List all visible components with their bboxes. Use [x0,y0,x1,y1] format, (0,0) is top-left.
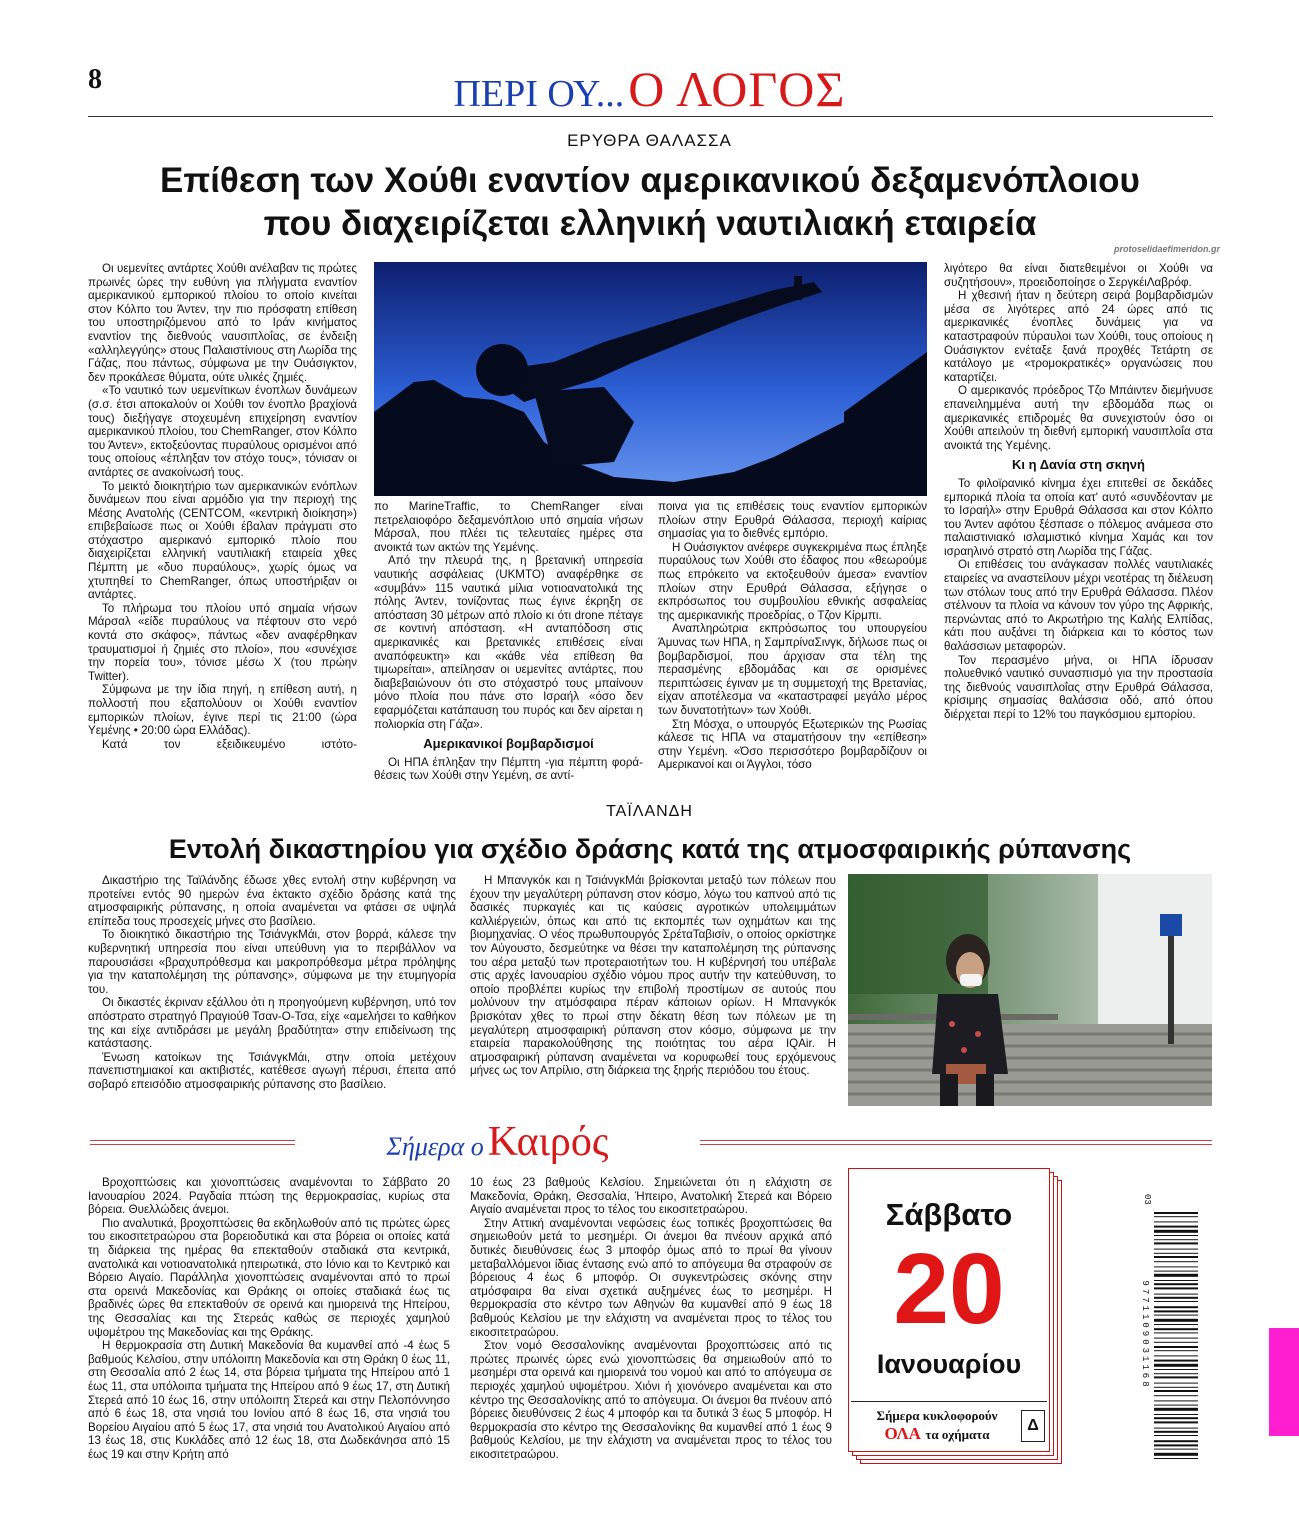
calendar-footer [851,1401,1047,1448]
barcode-bar [1154,1428,1198,1429]
barcode-bar [1154,1319,1198,1322]
barcode-bar [1154,1280,1198,1281]
calendar-footer-line2 [855,1424,1019,1444]
article1-kicker: ΕΡΥΘΡΑ ΘΑΛΑΣΣΑ [567,131,732,150]
paragraph: Στην Αττική αναμένονται νεφώσεις έως τοπικές βροχοπτώσεις θα σημειωθούν μετά το μεσημέρι. Οι άνεμοι θα πνέουν αρχικά από δυτικές διευθύνσεις έως 3 μποφόρ όμως από το πρωί θα γίνουν μεταβαλλόμενοι ίδιας έντασης ενώ από το απόγευμα θα στραφούν σε βόρειους 4 έως 6 μποφόρ. Οι συγκεντρώσεις σκόνης στην ατμόσφαιρα θα είναι σχετικά αυξημένες έως το μεσημέρι. Η θερμοκρασία στο κέντρο των Αθηνών θα κυμανθεί από 9 έως 18 βαθμούς Κελσίου με την ελάχιστη να αναμένεται προς το τέλος του εικοσιτετραώρου. [470,1216,832,1339]
page-number: 8 [88,64,102,95]
barcode-bar [1154,1274,1198,1277]
barcode-bar [1154,1242,1198,1244]
barcode-bar [1154,1417,1198,1419]
barcode-bar [1154,1390,1198,1392]
paragraph: «Το ναυτικό των υεμενίτικων ένοπλων δυνάμεων (σ.σ. έτσι αποκαλούν οι Χούθι τον ένοπλο βραχίονά τους) διεξήγαγε στοχευμένη επιχείρηση εναντίον αμερικανικού πλοίου, του ChemRanger, στον Κόλπο του Άντεν», εκτοξεύοντας πυραύλους ορισμένοι από τους οποίους «έπληξαν τον στόχο τους», τόνισαν οι αντάρτες σε ανακοίνωσή τους. [88,384,357,479]
weather-title [300,1118,695,1166]
weather-col1 [88,1176,450,1460]
subhead-denmark: Κι η Δανία στη σκηνή [1012,457,1145,473]
barcode-bar [1154,1287,1198,1289]
woman-mask-image [848,874,1212,1106]
barcode-bar [1154,1414,1198,1415]
barcode-bar [1154,1444,1198,1446]
photo-woman-mask [848,874,1212,1106]
barcode-bar [1154,1310,1198,1312]
paragraph: Οι υεμενίτες αντάρτες Χούθι ανέλαβαν τις πρώτες πρωινές ώρες την ευθύνη για πλήγματα εναντίον αμερικανικού εμπορικού πλοίου το οποίο κινείται στον Κόλπο του Άντεν, την πιο πρόσφατη επίθεση του υποστηριζόμενου από το Ιράν κινήματος εναντίον της διεθνούς ναυσιπλοΐας, σε ένδειξη «αλληλεγγύης» στους Παλαιστίνιους στη Λωρίδα της Γάζας, που πάντως, σύμφωνα με την Ουάσιγκτον, δεν προκάλεσε θύματα, ούτε υλικές ζημιές. [88,262,357,384]
calendar-month: Ιανουαρίου [876,1349,1022,1379]
barcode-bar [1154,1405,1198,1406]
barcode-bar [1154,1373,1198,1374]
barcode-bar [1154,1338,1198,1339]
barcode-bar [1154,1283,1198,1285]
barcode-bar [1154,1435,1198,1436]
calendar-footer-rest: τα οχήματα [925,1427,990,1442]
weather-rule-left [90,1140,295,1141]
weather-rule-right [700,1140,1212,1141]
barcode-bar [1154,1297,1198,1299]
watermark: protoselidaefimeridon.gr [1113,244,1220,254]
barcode-bar [1154,1376,1198,1378]
paragraph: Τον περασμένο μήνα, οι ΗΠΑ ίδρυσαν πολυεθνικό ναυτικό συνασπισμό για την προστασία της διεθνούς ναυσιπλοΐας στην Ερυθρά Θάλασσα, κρίσιμης σημασίας θαλάσσια οδό, από όπου διέρχεται περί το 12% του παγκόσμιου εμπορίου. [944,653,1213,721]
paragraph: Το πλήρωμα του πλοίου υπό σημαία νήσων Μάρσαλ «είδε πυραύλους να πέφτουν στο νερό κοντά στο σκάφος», πάντως «δεν αναφέρθηκαν τραυματισμοί ή ζημιές στο πλοίο», που «συνέχισε την πορεία του», τόνισε μέσω X (του πρώην Twitter). [88,601,357,683]
barcode-bar [1154,1230,1198,1233]
subhead-american-bombings: Αμερικανικοί βομβαρδισμοί [423,736,594,752]
paragraph: Το φιλοϊρανικό κίνημα έχει επιτεθεί σε δεκάδες εμπορικά πλοία τα οποία κατ' αυτό «συνδέονταν με το Ισραήλ» στην Ερυθρά Θάλασσα και στον Κόλπο του Άντεν αφότου ξέσπασε ο πόλεμος ανάμεσα στο παλαιστινιακό ισλαμιστικό κίνημα Χαμάς και τον ισραηλινό στρατό στη Λωρίδα της Γάζας. [944,476,1213,558]
article2-kicker: ΤΑΪΛΑΝΔΗ [606,803,693,820]
barcode-bar [1154,1301,1198,1302]
paragraph: Κατά τον εξειδικευμένο ιστότο- [102,737,357,751]
barcode-bar [1154,1216,1198,1217]
barcode-bar [1154,1453,1198,1456]
barcode-bar [1154,1400,1198,1401]
calendar-day-number: 20 [893,1233,1005,1345]
barcode-bar [1154,1239,1198,1240]
barcode-bar [1154,1360,1198,1362]
article1-col2 [374,500,643,808]
paragraph: Βροχοπτώσεις και χιονοπτώσεις αναμένονται το Σάββατο 20 Ιανουαρίου 2024. Ραγδαία πτώση της θερμοκρασίας, κυρίως στα βόρεια. Θυελλώδεις άνεμοι. [88,1176,450,1217]
weather-rule-right2 [700,1144,1212,1145]
barcode-bar [1154,1315,1198,1316]
barcode-bar [1154,1383,1198,1384]
paragraph: Οι ΗΠΑ έπληξαν την Πέμπτη -για πέμπτη φορά- θέσεις των Χούθι στην Υεμένη, σε αντί- [374,755,643,783]
calendar-footer-line1: Σήμερα κυκλοφορούν [876,1408,998,1423]
barcode [1140,1190,1200,1472]
barcode-issue: 03 [1142,1194,1152,1205]
barcode-bar [1154,1395,1198,1396]
barcode-bar [1154,1346,1198,1348]
barcode-bar [1154,1253,1198,1254]
barcode-bar [1154,1226,1198,1228]
article1-title-line2: που διαχειρίζεται ελληνική ναυτιλιακή εταιρεία [263,204,1037,243]
barcode-bar [1154,1212,1198,1214]
weather-title-part2: Καιρός [487,1119,609,1165]
barcode-bar [1154,1271,1198,1272]
paragraph: Σύμφωνα με την ίδια πηγή, η επίθεση αυτή, η πολλοστή που εξαπολύουν οι Χούθι εναντίον εμπορικών πλοίων, έγινε περί τις 21:00 (ώρα Υεμένης • 20:00 ώρα Ελλάδας). [88,683,357,738]
barcode-bar [1154,1261,1198,1262]
barcode-bar [1154,1458,1198,1459]
paragraph: ποινα για τις επιθέσεις τους εναντίον εμπορικών πλοίων στην Ερυθρά Θάλασσα, περιοχή καίριας σημασίας για το διεθνές εμπόριο. [658,500,927,541]
barcode-bar [1154,1256,1198,1258]
article1-col1 [88,262,357,808]
barcode-bar [1154,1266,1198,1267]
weather-title-part1: Σήμερα ο [386,1132,484,1161]
paragraph: λιγότερο θα είναι διατεθειμένοι οι Χούθι να συζητήσουν», προειδοποίησε ο ΣεργκέιΛαβρόφ. [944,262,1213,289]
barcode-bar [1154,1364,1198,1367]
article1-col3 [658,500,927,808]
barcode-bar [1154,1355,1198,1356]
article2-col2 [470,874,836,1114]
calendar-footer-badge: Δ [1021,1410,1045,1442]
paragraph: Αναπληρώτρια εκπρόσωπος του υπουργείου Άμυνας των ΗΠΑ, η ΣαμπρίναΣινγκ, δήλωσε πως οι βομβαρδισμοί, που άρχισαν στα τέλη της περασμένης εβδομάδας και σε ορισμένες περιπτώσεις έγιναν με τη συμμετοχή της Βρετανίας, είχαν αποτέλεσμα να «καταστραφεί μεγάλο μέρος των δυνατοτήτων» των Χούθι. [658,622,927,717]
paragraph: Η θερμοκρασία στη Δυτική Μακεδονία θα κυμανθεί από -4 έως 5 βαθμούς Κελσίου, στην υπόλοιπη Μακεδονία και στη Θράκη 0 έως 11, στη Θεσσαλία από 2 έως 14, στα βόρεια τμήματα της Ηπείρου από 1 έως 11, στα υπόλοιπα τμήματα της Ηπείρου από 9 έως 17, στη Δυτική Στερεά από 10 έως 16, στην υπόλοιπη Στερεά και στην Πελοπόννησο από 6 έως 18, στα νησιά του Ιονίου από 8 έως 16, στα νησιά του Βορείου Αιγαίου από 5 έως 17, στα νησιά του Ανατολικού Αιγαίου από 13 έως 18, στις Κυκλάδες από 12 έως 18, στα Δωδεκάνησα από 15 έως 19 και στην Κρήτη από [88,1339,450,1460]
barcode-number: 9771109031168 [1140,1280,1150,1390]
article2-col1 [88,874,456,1114]
barcode-bar [1154,1249,1198,1250]
masthead [0,60,1299,118]
paragraph: Πιο αναλυτικά, βροχοπτώσεις θα εκδηλωθούν από τις πρώτες ώρες του εικοσιτετραώρου στα βορειοδυτικά και στα βόρεια οι οποίες κατά τη διάρκεια της ημέρας θα επεκταθούν σταδιακά στα κεντρικά, ανατολικά και νοτιοανατολικά ηπειρωτικά, στο Ιόνιο και το Κεντρικό και Βόρειο Αιγαίο. Παράλληλα χιονοπτώσεις αναμένονται από το πρωί στα ορεινά Μακεδονίας και Θράκης οι οποίες σταδιακά έως τις βραδινές ώρες θα επεκταθούν σε ορεινά και ημιορεινά της Ηπείρου, της Θεσσαλίας και της Στερεάς καθώς σε περιοχές χαμηλού υψομέτρου της Μακεδονίας και της Θράκης. [88,1216,450,1339]
barcode-bar [1154,1235,1198,1236]
barcode-bar [1154,1350,1198,1351]
paragraph: Η Μπανγκόκ και η ΤσιάνγκΜάι βρίσκονται μεταξύ των πόλεων που έχουν την μεγαλύτερη ρύπανση στον κόσμο, λόγω του καπνού από τις δασικές πυρκαγιές και τις καύσεις αγροτικών υπολειμμάτων καλλιέργειών, όπως και από τις εκπομπές των οχημάτων και της βιομηχανίας. Ο νέος πρωθυπουργός ΣρέταΤαβισίν, ο οποίος ορκίστηκε τον Αύγουστο, δεσμεύτηκε να θέσει την καταπολέμηση της ρύπανσης του αέρα μεταξύ των προτεραιοτήτων του. Η κυβέρνησή του υπέβαλε στις αρχές Ιανουαρίου σχέδιο νόμου προς αυτήν την κατεύθυνση, το οποίο προβλέπει κυρίως την επιβολή προστίμων σε αυτούς που μολύνουν την ατμόσφαιρα πέραν κάποιων ορίων. Η Μπανγκόκ βρισκόταν χθες το πρωί στην δέκατη θέση των πόλεων με τη μεγαλύτερη ατμοσφαιρική ρύπανση στον κόσμο, σύμφωνα με την εταιρεία παρακολούθησης της ποιότητας του αέρα IQAir. Η ατμοσφαιρική ρύπανση αναμένεται να κορυφωθεί τους ερχόμενους μήνες ως τον Απρίλιο, στη διάρκεια της ξηρής περιόδου του έτους. [470,874,836,1078]
paragraph: 10 έως 23 βαθμούς Κελσίου. Σημειώνεται ότι η ελάχιστη σε Μακεδονία, Θράκη, Θεσσαλία, Ήπειρο, Ανατολική Στερεά και Βόρειο Αιγαίο αναμένεται προς το τέλος του εικοσιτετραώρου. [470,1176,832,1217]
paragraph: Η χθεσινή ήταν η δεύτερη σειρά βομβαρδισμών μέσα σε λιγότερες από 24 ώρες από τις αμερικανικές ένοπλες δυνάμεις για να καταστραφούν πύραυλοι των Χούθι, τους οποίους η Ουάσιγκτον ενέταξε ξανά προχθές Τετάρτη σε κατάλογο με «τρομοκρατικές» οργανώσεις που καταρτίζει. [944,289,1213,384]
calendar-day-name: Σάββατο [885,1197,1013,1232]
paragraph: Από την πλευρά της, η βρετανική υπηρεσία ναυτικής ασφάλειας (UKMTO) αναφέρθηκε σε «συμβάν» 115 ναυτικά μίλια νοτιοανατολικά της πόλης Άντεν, τονίζοντας πως έγινε έκρηξη σε απόσταση 30 μέτρων από πλοίο κι ότι drone πέταγε σε κοντινή απόσταση. «Η ανταπόδοση στις αμερικανικές και βρετανικές επιθέσεις είναι αναπόφευκτη» και «κάθε νέα επίθεση θα τιμωρείται», απείλησαν οι υεμενίτες αντάρτες, που διαβεβαιώνουν ότι στο στόχαστρό τους μπαίνουν μόνο πλοία που πάνε στο Ισραήλ «όσο δεν εφαρμόζεται κατάπαυση του πυρός και δεν αίρεται η πολιορκία στη Γάζα». [374,554,643,731]
barcode-bar [1154,1332,1198,1333]
barcode-bar [1154,1408,1198,1411]
weather-col2 [470,1176,832,1460]
masthead-rule [88,116,1213,117]
barcode-bar [1154,1221,1198,1222]
calendar-card [848,1168,1050,1452]
paragraph: Ο αμερικανός πρόεδρος Τζο Μπάιντεν διεμήνυσε επανειλημμένα αυτή την εβδομάδα πως οι αμερικανικές επιδρομές θα συνεχιστούν όσο οι Χούθι απειλούν τη διεθνή εμπορική ναυσιπλοΐα στα ανοικτά της Υεμένης. [944,384,1213,452]
paragraph: Στη Μόσχα, ο υπουργός Εξωτερικών της Ρωσίας κάλεσε τις ΗΠΑ να σταματήσουν την «επίθεση» στην Υεμένη. «Όσο περισσότερο βομβαρδίζουν οι Αμερικανοί και οι Άγγλοι, τόσο [658,717,927,772]
barcode-bar [1154,1369,1198,1370]
barcode-bar [1154,1306,1198,1308]
barcode-bar [1154,1387,1198,1388]
article1-title-line1: Επίθεση των Χούθι εναντίον αμερικανικού δεξαμενόπλοιου [160,161,1140,200]
photo-gunner [374,262,927,496]
masthead-part2: Ο ΛΟΓΟΣ [628,61,846,117]
gunner-silhouette-image [374,262,927,496]
barcode-bar [1154,1294,1198,1295]
paragraph: Η Ουάσιγκτον ανέφερε συγκεκριμένα πως έπληξε πυραύλους των Χούθι στο έδαφος που «θεωρούμε πως επρόκειτο να εκτοξευθούν άμεσα» εναντίον πλοίων στην Ερυθρά Θάλασσα, εξήγησε ο εκπρόσωπος του συμβουλίου εθνικής ασφαλείας της αμερικανικής προεδρίας, ο Τζον Κίρμπι. [658,540,927,622]
paragraph: Οι δικαστές έκριναν εξάλλου ότι η προηγούμενη κυβέρνηση, υπό τον απόστρατο στρατηγό Πραγιούθ Τσαν-Ο-Τσα, είχε «αμελήσει το καθήκον της και είχε αντιδράσει με μεγάλη βραδύτητα» στην επιδείνωση της κατάστασης. [88,996,456,1051]
barcode-bar [1154,1328,1198,1330]
barcode-bar [1154,1431,1198,1433]
article1-col4 [944,262,1213,808]
paragraph: πο MarineTraffic, το ChemRanger είναι πετρελαιοφόρο δεξαμενόπλοιο υπό σημαία νήσων Μάρσαλ, που πλέει τις τελευταίες ημέρες στα ανοικτά των ακτών της Υεμένης. [374,500,643,554]
calendar-footer-ola: ΟΛΑ [884,1424,921,1443]
paragraph: Δικαστήριο της Ταϊλάνδης έδωσε χθες εντολή στην κυβέρνηση να προτείνει εντός 90 ημερών ένα έκτακτο σχέδιο δράσης κατά της ατμοσφαιρικής ρύπανσης, η οποία αναμένεται να φτάσει σε υψηλά επίπεδα τους προσεχείς μήνες στο βασίλειο. [88,874,456,928]
barcode-bar [1154,1324,1198,1325]
magenta-edge-tab [1269,1328,1299,1436]
paragraph: Οι επιθέσεις του ανάγκασαν πολλές ναυτιλιακές εταιρείες να αναστείλουν μέχρι νεοτέρας τη διέλευση των στόλων τους από την Ερυθρά Θάλασσα. Πλέον στέλνουν τα πλοία να κάνουν τον γύρο της Αφρικής, περνώντας από το Ακρωτήριο της Καλής Ελπίδας, κάτι που αυξάνει τη διάρκεια και το κόστος των θαλάσσιων μεταφορών. [944,558,1213,654]
barcode-bar [1154,1449,1198,1450]
paragraph: Το διοικητικό δικαστήριο της ΤσιάνγκΜάι, στον βορρά, κάλεσε την κυβερνητική υπηρεσία που είναι υπεύθυνη για το περιβάλλον να παρουσιάσει «βραχυπρόθεσμα και μακροπρόθεσμα μέτρα πρόληψης για την καταπολέμηση της ρύπανσης», σύμφωνα με την ετυμηγορία του. [88,928,456,996]
paragraph: Στον νομό Θεσσαλονίκης αναμένονται βροχοπτώσεις από τις πρώτες πρωινές ώρες ενώ χιονοπτώσεις θα σημειωθούν από το μεσημέρι στα ορεινά και ημιορεινά του νομού και από το απόγευμα σε περιοχές χαμηλού υψομέτρου. Χιόνι ή χιονόνερο αναμένεται και στο κέντρο της Θεσσαλονίκης από το απόγευμα. Οι άνεμοι θα πνέουν από βόρειες διευθύνσεις 2 έως 4 μποφόρ και τα δυτικά 3 έως 5 μποφόρ. Η θερμοκρασία στο κέντρο της Θεσσαλονίκης θα κυμανθεί από 1 έως 9 βαθμούς Κελσίου, με την ελάχιστη να αναμένεται προς το τέλος του εικοσιτετραώρου. [470,1339,832,1460]
barcode-bar [1154,1342,1198,1343]
masthead-part1: ΠΕΡΙ ΟΥ... [453,73,625,115]
barcode-bar [1154,1421,1198,1423]
article2-title: Εντολή δικαστηρίου για σχέδιο δράσης κατά της ατμοσφαιρικής ρύπανσης [168,834,1132,864]
paragraph: Το μεικτό διοικητήριο των αμερικανικών ενόπλων δυνάμεων που είναι αρμόδιο για την περιοχή της Μέσης Ανατολής (CENTCOM, «κεντρική διοίκηση») επιβεβαίωσε πως οι Χούθι έβαλαν πράγματι στο στόχαστρο αμερικανό εμπορικό πλοίο που διαχειρίζεται ελληνική ναυτιλιακή εταιρεία χθες Πέμπτη με «δυο πυραύλους», χωρίς όμως να χτυπηθεί το ChemRanger, όπως υποστήριξαν οι αντάρτες. [88,479,357,602]
paragraph: Ένωση κατοίκων της ΤσιάνγκΜάι, στην οποία μετέχουν πανεπιστημιακοί και ακτιβιστές, κατέθεσε αγωγή πέρυσι, έπειτα από σοβαρό επεισόδιο ατμοσφαιρικής ρύπανσης στο βασίλειο. [88,1050,456,1091]
weather-rule-left2 [90,1144,295,1145]
barcode-bar [1154,1440,1198,1442]
